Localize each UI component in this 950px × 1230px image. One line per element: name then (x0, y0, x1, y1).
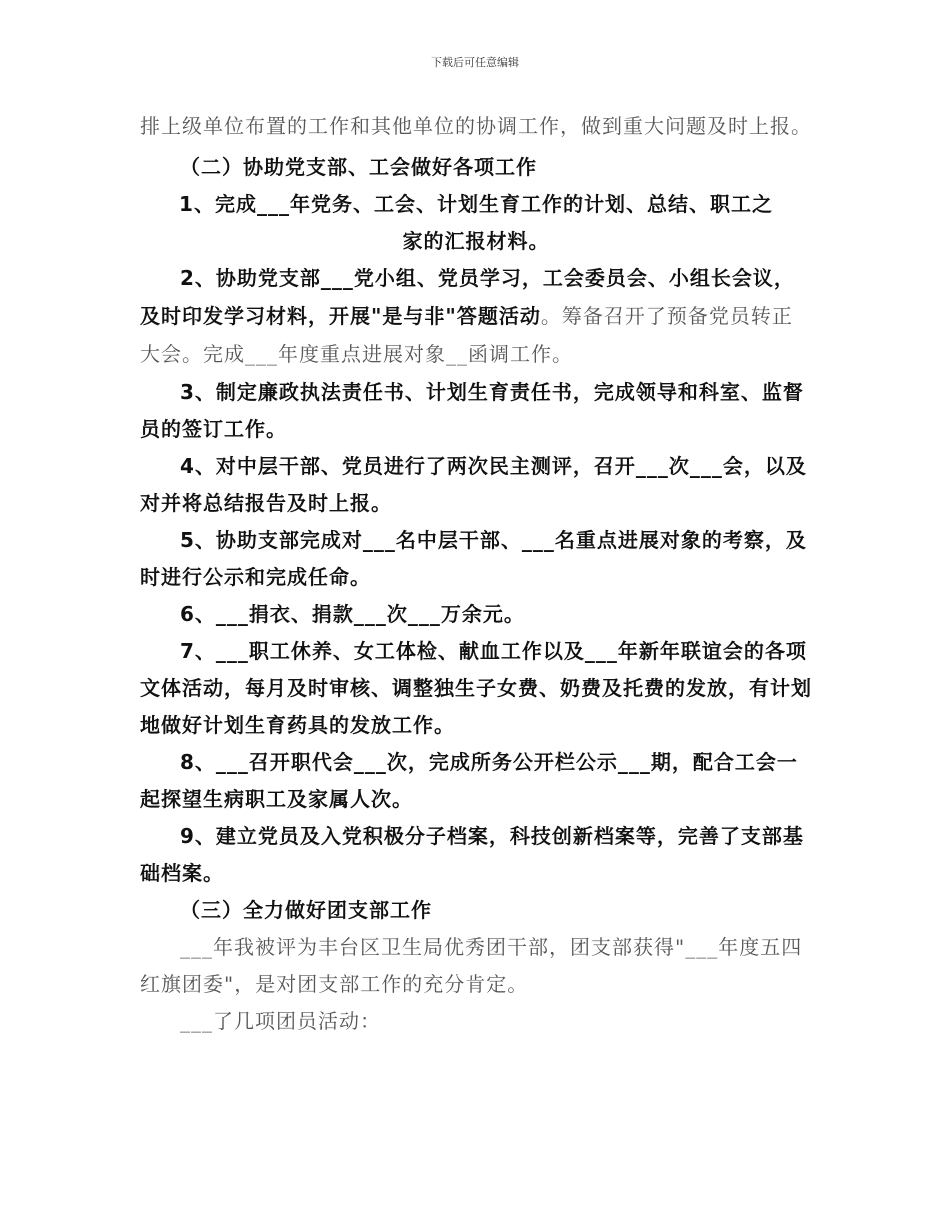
item-6: 6、___捐衣、捐款___次___万余元。 (180, 602, 525, 626)
section-heading-3: （三）全力做好团支部工作 (180, 898, 432, 922)
page-header: 下载后可任意编辑 (431, 56, 519, 69)
document-body (140, 108, 812, 1040)
item-9: 9、建立党员及入党积极分子档案，科技创新档案等，完善了支部基础档案。 (140, 824, 804, 885)
item-2-bold-part: 2、协助党支部___党小组、党员学习，工会委员会、小组长会议，及时印发学习材料，开展"是与非"答题活动 (140, 266, 795, 328)
item-5: 5、协助支部完成对___名中层干部、___名重点进展对象的考察，及时进行公示和完成任命。 (140, 528, 807, 589)
item-2-regular-part: 。筹备召开了预备党员转正大会。完成___年度重点进展对象__函调工作。 (140, 304, 793, 366)
paragraph-award: ___年我被评为丰台区卫生局优秀团干部，团支部获得"___年度五四红旗团委"，是对团支部工作的充分肯定。 (140, 935, 803, 996)
item-1-line-1: 1、完成___年党务、工会、计划生育工作的计划、总结、职工之 (179, 192, 773, 216)
item-4: 4、对中层干部、党员进行了两次民主测评，召开___次___会，以及对并将总结报告及时上报。 (140, 454, 807, 515)
section-heading-2: （二）协助党支部、工会做好各项工作 (180, 155, 537, 179)
item-3: 3、制定廉政执法责任书、计划生育责任书，完成领导和科室、监督员的签订工作。 (140, 380, 804, 441)
item-7: 7、___职工休养、女工体检、献血工作以及___年新年联谊会的各项文体活动，每月及时审核、调整独生子女费、奶费及托费的发放，有计划地做好计划生育药具的发放工作。 (140, 639, 812, 737)
paragraph-activities: ___了几项团员活动： (180, 1009, 381, 1033)
item-2 (140, 260, 812, 374)
item-8: 8、___召开职代会___次，完成所务公开栏公示___期，配合工会一起探望生病职工及家属人次。 (140, 750, 798, 811)
item-1-line-2: 家的汇报材料。 (402, 229, 550, 253)
paragraph-continuation: 排上级单位布置的工作和其他单位的协调工作，做到重大问题及时上报。 (140, 114, 812, 138)
